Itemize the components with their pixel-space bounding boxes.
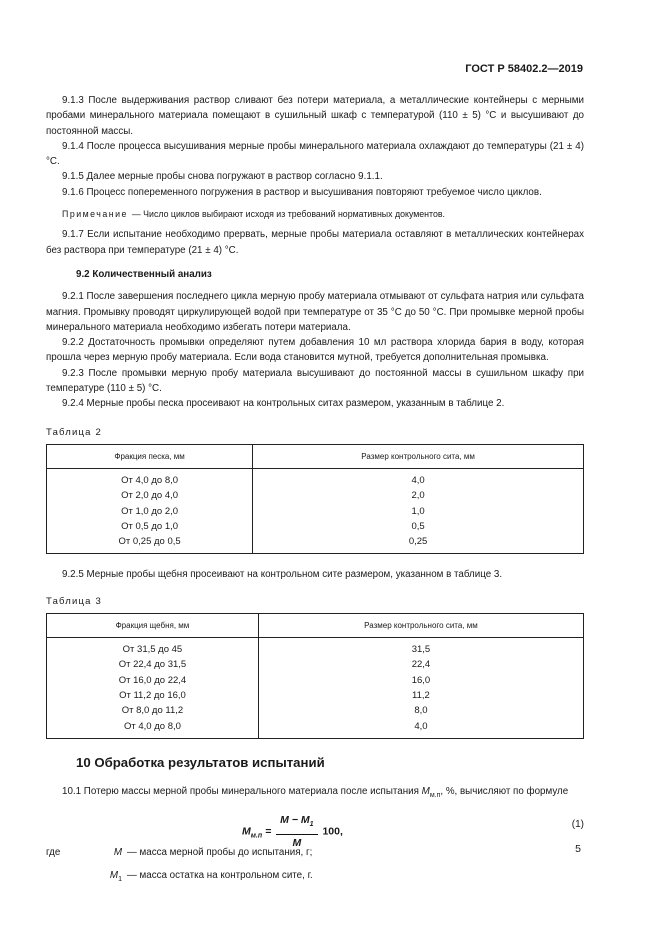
legend-symbol-letter: М bbox=[109, 869, 119, 881]
legend-symbol-letter: М bbox=[113, 847, 122, 859]
paragraph-9-1-6: 9.1.6 Процесс попеременного погружения в раствор и высушивания повторяют требуемое число циклов. bbox=[62, 186, 542, 198]
table-3 bbox=[46, 613, 584, 739]
table-row bbox=[47, 688, 584, 703]
table-row bbox=[47, 638, 584, 658]
table-2 bbox=[46, 444, 584, 554]
table-cell: От 31,5 до 45 bbox=[47, 638, 259, 658]
table-cell: От 1,0 до 2,0 bbox=[47, 504, 253, 519]
paragraph-10-1-subscript: м.п bbox=[429, 792, 441, 800]
legend-symbol-subscript: 1 bbox=[118, 875, 122, 883]
table-row bbox=[47, 488, 584, 503]
table-cell: От 8,0 до 11,2 bbox=[47, 703, 259, 718]
legend-text: — масса мерной пробы до испытания, г; bbox=[127, 847, 313, 859]
section-10-heading: 10 Обработка результатов испытаний bbox=[76, 754, 325, 770]
formula-number: (1) bbox=[571, 819, 584, 831]
table-row bbox=[47, 519, 584, 534]
paragraph-9-2-3: 9.2.3 После промывки мерную пробу материала высушивают до постоянной массы в сушильном шкафу при температуре (110 ± 5) °С. bbox=[46, 367, 584, 395]
table-cell: От 22,4 до 31,5 bbox=[47, 657, 259, 672]
paragraph-9-1-3: 9.1.3 После выдерживания раствор сливают без потери материала, а металлические контейнеры с мерными пробами минерального материала помещают в сушильный шкаф с температурой (110 ± 5) °С и высушивают до постоянной массы. bbox=[46, 95, 584, 137]
formula-tail: 100, bbox=[322, 825, 343, 838]
table-cell: 31,5 bbox=[258, 638, 583, 658]
table-row bbox=[47, 673, 584, 688]
table-cell: От 4,0 до 8,0 bbox=[47, 468, 253, 488]
table-row bbox=[47, 719, 584, 739]
note-text: — Число циклов выбирают исходя из требований нормативных документов. bbox=[131, 209, 445, 220]
table-row bbox=[47, 657, 584, 672]
table-cell: 8,0 bbox=[258, 703, 583, 718]
table-3-header-sieve: Размер контрольного сита, мм bbox=[258, 614, 583, 638]
table-cell: 0,25 bbox=[253, 534, 584, 554]
formula-fraction bbox=[276, 813, 317, 851]
paragraph-9-2-5: 9.2.5 Мерные пробы щебня просеивают на контрольном сите размером, указанном в таблице 3. bbox=[62, 569, 503, 581]
paragraph-9-2-4: 9.2.4 Мерные пробы песка просеивают на контрольных ситах размером, указанным в таблице 2. bbox=[62, 398, 505, 410]
paragraph-10-1-before: 10.1 Потерю массы мерной пробы минерального материала после испытания bbox=[62, 786, 422, 798]
section-9-2-heading: 9.2 Количественный анализ bbox=[76, 268, 212, 280]
table-row bbox=[47, 703, 584, 718]
formula-1 bbox=[46, 809, 584, 849]
table-cell: 1,0 bbox=[253, 504, 584, 519]
table-cell: От 2,0 до 4,0 bbox=[47, 488, 253, 503]
legend-where-label: где bbox=[46, 847, 61, 859]
table-cell: 2,0 bbox=[253, 488, 584, 503]
table-cell: 16,0 bbox=[258, 673, 583, 688]
formula-numerator-subscript: 1 bbox=[309, 821, 314, 829]
table-cell: 22,4 bbox=[258, 657, 583, 672]
legend-spacer bbox=[46, 868, 76, 887]
formula-lhs: М bbox=[242, 825, 251, 838]
formula-legend bbox=[46, 845, 584, 887]
table-2-caption: Таблица 2 bbox=[46, 426, 102, 438]
paragraph-10-1 bbox=[46, 784, 584, 803]
paragraph-9-1-5: 9.1.5 Далее мерные пробы снова погружают в раствор согласно 9.1.1. bbox=[62, 171, 383, 183]
legend-symbol bbox=[76, 845, 127, 864]
table-cell: 4,0 bbox=[258, 719, 583, 739]
paragraph-9-1-4: 9.1.4 После процесса высушивания мерные пробы минерального материала охлаждают до температуры (21 ± 4) °С. bbox=[46, 140, 584, 168]
table-cell: От 4,0 до 8,0 bbox=[47, 719, 259, 739]
note-label: Примечание bbox=[62, 209, 128, 220]
table-row bbox=[47, 468, 584, 488]
paragraph-9-2-2: 9.2.2 Достаточность промывки определяют путем добавления 10 мл раствора хлорида бария в воду, которая прошла через мерную пробу материала. Если вода становится мутной, требуется дополнительная промывка. bbox=[46, 337, 584, 364]
formula-expression bbox=[242, 813, 343, 851]
note bbox=[62, 207, 584, 222]
table-row bbox=[47, 534, 584, 554]
table-2-header-sieve: Размер контрольного сита, мм bbox=[253, 444, 584, 468]
page-number: 5 bbox=[575, 843, 581, 855]
formula-lhs-subscript: м.п bbox=[250, 833, 263, 841]
paragraph-9-2-1: 9.2.1 После завершения последнего цикла мерную пробу материала отмывают от сульфата натрия или сульфата магния. Промывку проводят циркулирующей водой при температуре от 35 °С до 50 °С. При промывке мерной пробы минерального материала необходимо избегать потери материала. bbox=[46, 291, 584, 333]
paragraph-9-1-7: 9.1.7 Если испытание необходимо прервать, мерные пробы материала оставляют в металлических контейнерах без раствора при температуре (21 ± 4) °С. bbox=[46, 229, 584, 256]
formula-numerator bbox=[276, 813, 317, 834]
document-header: ГОСТ Р 58402.2—2019 bbox=[465, 63, 583, 75]
table-row bbox=[47, 504, 584, 519]
table-cell: 11,2 bbox=[258, 688, 583, 703]
table-3-header-fraction: Фракция щебня, мм bbox=[47, 614, 259, 638]
formula-equals: = bbox=[265, 825, 272, 838]
paragraph-10-1-after: , %, вычисляют по формуле bbox=[440, 786, 569, 798]
formula-denominator: М bbox=[292, 836, 302, 849]
legend-text: — масса остатка на контрольном сите, г. bbox=[127, 869, 313, 881]
table-3-caption: Таблица 3 bbox=[46, 595, 102, 607]
page-content bbox=[46, 93, 584, 887]
table-cell: 0,5 bbox=[253, 519, 584, 534]
table-cell: От 16,0 до 22,4 bbox=[47, 673, 259, 688]
legend-row bbox=[46, 868, 584, 887]
paragraph-10-1-symbol: М bbox=[421, 786, 430, 798]
legend-symbol bbox=[76, 868, 127, 887]
table-cell: От 11,2 до 16,0 bbox=[47, 688, 259, 703]
table-cell: 4,0 bbox=[253, 468, 584, 488]
table-cell: От 0,5 до 1,0 bbox=[47, 519, 253, 534]
table-cell: От 0,25 до 0,5 bbox=[47, 534, 253, 554]
formula-numerator-text: М − М bbox=[280, 814, 310, 827]
table-2-header-fraction: Фракция песка, мм bbox=[47, 444, 253, 468]
